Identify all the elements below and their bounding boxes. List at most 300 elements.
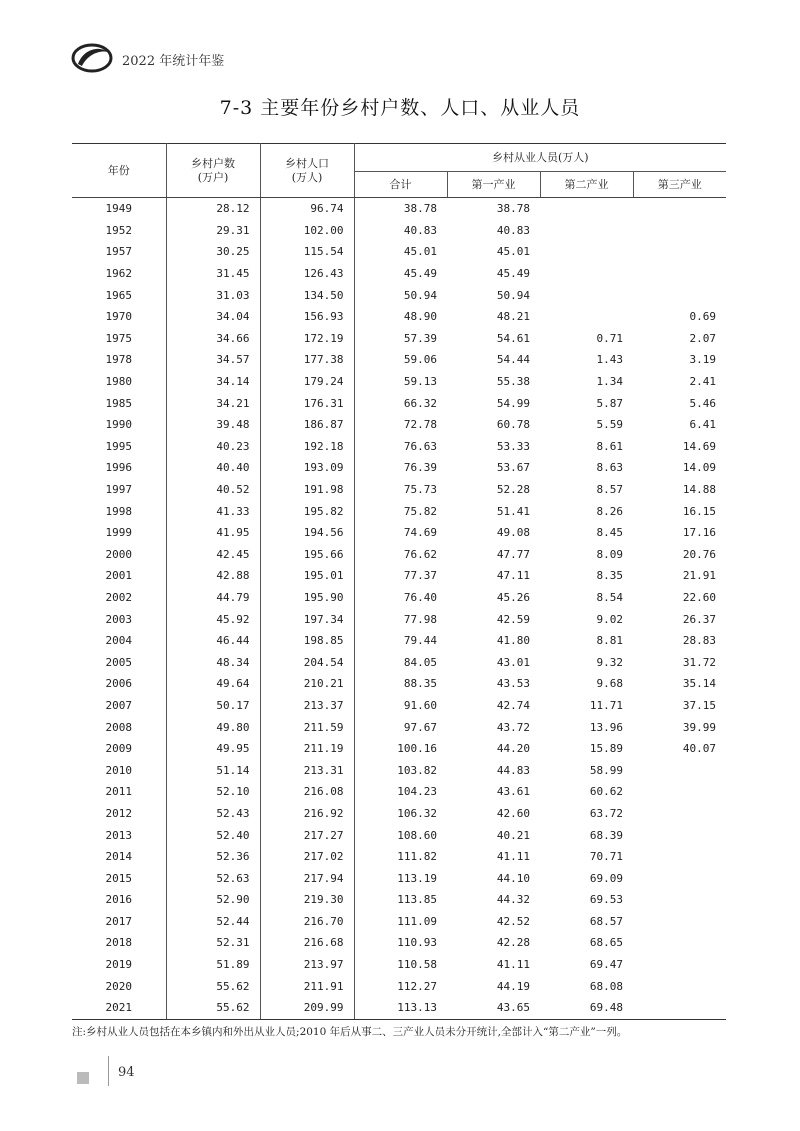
secondary-cell: 9.02 (596, 612, 623, 626)
population-cell: 216.70 (260, 911, 354, 933)
households-cell: 42.45 (166, 544, 260, 566)
table-row (72, 284, 726, 306)
table-row (72, 479, 726, 501)
secondary-cell (540, 198, 633, 220)
primary-cell: 54.44 (496, 353, 530, 367)
tertiary-cell: 35.14 (682, 677, 716, 691)
table-row (72, 781, 726, 803)
total-cell: 88.35 (403, 677, 437, 691)
secondary-cell: 0.71 (596, 331, 623, 345)
total-cell: 113.85 (397, 893, 437, 907)
secondary-cell: 69.47 (589, 958, 623, 972)
population-cell: 156.93 (260, 306, 354, 328)
tertiary-cell (633, 997, 726, 1019)
primary-cell: 52.28 (496, 483, 530, 497)
secondary-cell: 8.45 (596, 526, 623, 540)
secondary-cell: 8.63 (596, 461, 623, 475)
population-cell: 195.82 (260, 500, 354, 522)
secondary-cell: 8.09 (596, 547, 623, 561)
secondary-cell: 13.96 (589, 720, 623, 734)
header-population-unit: (万人) (291, 170, 323, 184)
header-total: 合计 (354, 172, 447, 198)
households-cell: 34.66 (166, 328, 260, 350)
total-cell: 106.32 (397, 806, 437, 820)
secondary-cell: 5.87 (596, 396, 623, 410)
population-cell: 186.87 (260, 414, 354, 436)
households-cell: 52.40 (166, 824, 260, 846)
households-cell: 29.31 (166, 220, 260, 242)
tertiary-cell: 6.41 (689, 418, 716, 432)
header-primary: 第一产业 (447, 172, 540, 198)
year-cell: 2018 (72, 932, 166, 954)
table-row (72, 975, 726, 997)
secondary-cell (540, 306, 633, 328)
total-cell: 100.16 (397, 742, 437, 756)
primary-cell: 48.21 (496, 310, 530, 324)
primary-cell: 38.78 (496, 202, 530, 216)
tertiary-cell (633, 975, 726, 997)
tertiary-cell: 31.72 (682, 655, 716, 669)
secondary-cell: 9.32 (596, 655, 623, 669)
households-cell: 50.17 (166, 695, 260, 717)
total-cell: 103.82 (397, 763, 437, 777)
population-cell: 102.00 (260, 220, 354, 242)
population-cell: 210.21 (260, 673, 354, 695)
population-cell: 192.18 (260, 436, 354, 458)
total-cell: 75.82 (403, 504, 437, 518)
population-cell: 172.19 (260, 328, 354, 350)
tertiary-cell: 37.15 (682, 698, 716, 712)
secondary-cell (540, 220, 633, 242)
year-cell: 1990 (72, 414, 166, 436)
page-number: 94 (118, 1065, 135, 1080)
secondary-cell: 68.08 (589, 979, 623, 993)
tertiary-cell: 16.15 (682, 504, 716, 518)
total-cell: 111.82 (397, 850, 437, 864)
population-cell: 211.19 (260, 738, 354, 760)
total-cell: 59.13 (403, 375, 437, 389)
population-cell: 126.43 (260, 263, 354, 285)
table-row (72, 565, 726, 587)
primary-cell: 47.77 (496, 547, 530, 561)
tertiary-cell: 0.69 (689, 310, 716, 324)
population-cell: 217.02 (260, 846, 354, 868)
header-tertiary: 第三产业 (633, 172, 726, 198)
population-cell: 209.99 (260, 997, 354, 1019)
tertiary-cell (633, 867, 726, 889)
table-row (72, 824, 726, 846)
secondary-cell: 5.59 (596, 418, 623, 432)
secondary-cell: 69.48 (540, 997, 633, 1019)
primary-cell: 45.49 (496, 267, 530, 281)
households-cell: 41.95 (166, 522, 260, 544)
table-row (72, 198, 726, 220)
primary-cell: 60.78 (496, 418, 530, 432)
table-title: 7-3 主要年份乡村户数、人口、从业人员 (219, 97, 581, 119)
table-row (72, 263, 726, 285)
households-cell: 41.33 (166, 500, 260, 522)
population-cell: 204.54 (260, 651, 354, 673)
population-cell: 191.98 (260, 479, 354, 501)
year-cell: 1999 (72, 522, 166, 544)
households-cell: 46.44 (166, 630, 260, 652)
households-cell: 52.31 (166, 932, 260, 954)
header-households (166, 144, 260, 198)
primary-cell: 44.19 (496, 979, 530, 993)
households-cell: 52.10 (166, 781, 260, 803)
primary-cell: 54.99 (496, 396, 530, 410)
table-row (72, 414, 726, 436)
primary-cell: 47.11 (496, 569, 530, 583)
year-cell: 2017 (72, 911, 166, 933)
households-cell: 34.04 (166, 306, 260, 328)
primary-cell: 43.61 (496, 785, 530, 799)
households-cell: 40.23 (166, 436, 260, 458)
total-cell: 97.67 (403, 720, 437, 734)
primary-cell: 43.01 (496, 655, 530, 669)
tertiary-cell (633, 911, 726, 933)
page-footer (72, 1056, 172, 1086)
secondary-cell: 8.54 (596, 590, 623, 604)
table-row (72, 371, 726, 393)
total-cell: 111.09 (397, 914, 437, 928)
total-cell: 50.94 (403, 288, 437, 302)
total-cell: 40.83 (403, 223, 437, 237)
total-cell: 74.69 (403, 526, 437, 540)
population-cell: 193.09 (260, 457, 354, 479)
households-cell: 52.90 (166, 889, 260, 911)
year-cell: 1952 (72, 220, 166, 242)
year-cell: 2012 (72, 803, 166, 825)
households-cell: 48.34 (166, 651, 260, 673)
year-cell: 1978 (72, 349, 166, 371)
secondary-cell: 69.53 (589, 893, 623, 907)
primary-cell: 42.28 (496, 936, 530, 950)
table-row (72, 673, 726, 695)
footer-divider (108, 1056, 109, 1086)
year-cell: 2016 (72, 889, 166, 911)
total-cell: 76.63 (403, 439, 437, 453)
year-cell: 1980 (72, 371, 166, 393)
population-cell: 195.66 (260, 544, 354, 566)
secondary-cell: 68.39 (589, 828, 623, 842)
primary-cell: 44.10 (496, 871, 530, 885)
total-cell: 48.90 (403, 310, 437, 324)
year-cell: 2001 (72, 565, 166, 587)
households-cell: 52.44 (166, 911, 260, 933)
population-cell: 211.59 (260, 716, 354, 738)
secondary-cell: 69.09 (589, 871, 623, 885)
households-cell: 34.21 (166, 392, 260, 414)
year-cell: 2009 (72, 738, 166, 760)
households-cell: 40.52 (166, 479, 260, 501)
year-cell: 2013 (72, 824, 166, 846)
tertiary-cell (633, 759, 726, 781)
yearbook-logo-icon (70, 42, 114, 74)
population-cell: 179.24 (260, 371, 354, 393)
total-cell: 91.60 (403, 698, 437, 712)
population-cell: 217.27 (260, 824, 354, 846)
population-cell: 176.31 (260, 392, 354, 414)
households-cell: 49.64 (166, 673, 260, 695)
table-row (72, 608, 726, 630)
secondary-cell: 1.34 (596, 375, 623, 389)
tertiary-cell: 22.60 (682, 590, 716, 604)
year-cell: 2014 (72, 846, 166, 868)
households-cell: 49.80 (166, 716, 260, 738)
tertiary-cell (633, 824, 726, 846)
primary-cell: 53.67 (496, 461, 530, 475)
year-cell: 1970 (72, 306, 166, 328)
secondary-cell: 9.68 (596, 677, 623, 691)
population-cell: 194.56 (260, 522, 354, 544)
population-cell: 195.90 (260, 587, 354, 609)
population-cell: 96.74 (260, 198, 354, 220)
total-cell: 84.05 (403, 655, 437, 669)
table-row (72, 587, 726, 609)
tertiary-cell: 21.91 (682, 569, 716, 583)
tertiary-cell (633, 803, 726, 825)
table-row (72, 220, 726, 242)
households-cell: 55.62 (166, 997, 260, 1019)
total-cell: 57.39 (403, 331, 437, 345)
page-marker-icon (77, 1072, 89, 1084)
table-row (72, 349, 726, 371)
households-cell: 52.43 (166, 803, 260, 825)
year-cell: 1957 (72, 241, 166, 263)
total-cell: 113.13 (354, 997, 447, 1019)
tertiary-cell (633, 781, 726, 803)
secondary-cell: 11.71 (589, 698, 623, 712)
households-cell: 44.79 (166, 587, 260, 609)
year-cell: 1965 (72, 284, 166, 306)
tertiary-cell: 5.46 (689, 396, 716, 410)
header-households-label: 乡村户数 (191, 156, 235, 170)
table-row (72, 306, 726, 328)
secondary-cell: 58.99 (589, 763, 623, 777)
tertiary-cell: 20.76 (682, 547, 716, 561)
total-cell: 75.73 (403, 483, 437, 497)
population-cell: 216.68 (260, 932, 354, 954)
table-row (72, 695, 726, 717)
secondary-cell: 8.35 (596, 569, 623, 583)
primary-cell: 45.26 (496, 590, 530, 604)
table-row (72, 932, 726, 954)
primary-cell: 43.72 (496, 720, 530, 734)
total-cell: 113.19 (397, 871, 437, 885)
primary-cell: 41.11 (496, 850, 530, 864)
tertiary-cell: 26.37 (682, 612, 716, 626)
table-row (72, 436, 726, 458)
total-cell: 76.40 (403, 590, 437, 604)
table-row (72, 716, 726, 738)
primary-cell: 42.52 (496, 914, 530, 928)
total-cell: 112.27 (397, 979, 437, 993)
tertiary-cell (633, 889, 726, 911)
total-cell: 110.58 (397, 958, 437, 972)
year-cell: 2005 (72, 651, 166, 673)
total-cell: 110.93 (397, 936, 437, 950)
primary-cell: 53.33 (496, 439, 530, 453)
year-cell: 2004 (72, 630, 166, 652)
population-cell: 134.50 (260, 284, 354, 306)
secondary-cell (540, 263, 633, 285)
year-cell: 1996 (72, 457, 166, 479)
households-cell: 34.14 (166, 371, 260, 393)
population-cell: 219.30 (260, 889, 354, 911)
population-cell: 195.01 (260, 565, 354, 587)
secondary-cell: 8.81 (596, 634, 623, 648)
tertiary-cell: 39.99 (682, 720, 716, 734)
total-cell: 66.32 (403, 396, 437, 410)
secondary-cell: 68.65 (589, 936, 623, 950)
households-cell: 45.92 (166, 608, 260, 630)
primary-cell: 44.20 (496, 742, 530, 756)
primary-cell: 43.65 (447, 997, 540, 1019)
total-cell: 59.06 (403, 353, 437, 367)
tertiary-cell: 40.07 (682, 742, 716, 756)
households-cell: 30.25 (166, 241, 260, 263)
table-row (72, 328, 726, 350)
year-cell: 2006 (72, 673, 166, 695)
year-cell: 2021 (72, 997, 166, 1019)
population-cell: 213.97 (260, 954, 354, 976)
table-row (72, 954, 726, 976)
tertiary-cell: 17.16 (682, 526, 716, 540)
table-row (72, 630, 726, 652)
year-cell: 1949 (72, 198, 166, 220)
total-cell: 79.44 (403, 634, 437, 648)
year-cell: 2011 (72, 781, 166, 803)
tertiary-cell: 14.88 (682, 483, 716, 497)
tertiary-cell: 28.83 (682, 634, 716, 648)
secondary-cell: 63.72 (589, 806, 623, 820)
primary-cell: 41.11 (496, 958, 530, 972)
header-year: 年份 (72, 144, 166, 198)
table-row (72, 522, 726, 544)
year-cell: 2000 (72, 544, 166, 566)
total-cell: 77.37 (403, 569, 437, 583)
table-row (72, 803, 726, 825)
households-cell: 51.14 (166, 759, 260, 781)
households-cell: 42.88 (166, 565, 260, 587)
primary-cell: 51.41 (496, 504, 530, 518)
secondary-cell: 1.43 (596, 353, 623, 367)
total-cell: 104.23 (397, 785, 437, 799)
population-cell: 216.08 (260, 781, 354, 803)
primary-cell: 44.32 (496, 893, 530, 907)
year-cell: 1975 (72, 328, 166, 350)
table-row (72, 544, 726, 566)
total-cell: 108.60 (397, 828, 437, 842)
table-row (72, 738, 726, 760)
tertiary-cell (633, 220, 726, 242)
year-cell: 2007 (72, 695, 166, 717)
population-cell: 115.54 (260, 241, 354, 263)
table-body (72, 198, 726, 1020)
tertiary-cell: 14.69 (682, 439, 716, 453)
primary-cell: 55.38 (496, 375, 530, 389)
year-cell: 2010 (72, 759, 166, 781)
tertiary-cell (633, 241, 726, 263)
primary-cell: 40.21 (496, 828, 530, 842)
households-cell: 31.45 (166, 263, 260, 285)
primary-cell: 42.74 (496, 698, 530, 712)
table-row (72, 911, 726, 933)
year-cell: 1985 (72, 392, 166, 414)
tertiary-cell (633, 932, 726, 954)
tertiary-cell: 14.09 (682, 461, 716, 475)
year-cell: 2002 (72, 587, 166, 609)
primary-cell: 45.01 (496, 245, 530, 259)
year-cell: 2008 (72, 716, 166, 738)
year-cell: 2015 (72, 867, 166, 889)
tertiary-cell (633, 954, 726, 976)
tertiary-cell: 3.19 (689, 353, 716, 367)
primary-cell: 44.83 (496, 763, 530, 777)
primary-cell: 40.83 (496, 223, 530, 237)
households-cell: 31.03 (166, 284, 260, 306)
households-cell: 51.89 (166, 954, 260, 976)
secondary-cell (540, 241, 633, 263)
total-cell: 72.78 (403, 418, 437, 432)
total-cell: 45.49 (403, 267, 437, 281)
header-population (260, 144, 354, 198)
secondary-cell: 60.62 (589, 785, 623, 799)
year-cell: 1997 (72, 479, 166, 501)
header-employed-group: 乡村从业人员(万人) (354, 144, 726, 172)
table-row (72, 651, 726, 673)
table-row (72, 392, 726, 414)
header-secondary: 第二产业 (540, 172, 633, 198)
population-cell: 198.85 (260, 630, 354, 652)
primary-cell: 54.61 (496, 331, 530, 345)
population-cell: 217.94 (260, 867, 354, 889)
tertiary-cell (633, 846, 726, 868)
table-row (72, 889, 726, 911)
total-cell: 77.98 (403, 612, 437, 626)
year-cell: 1962 (72, 263, 166, 285)
tertiary-cell (633, 263, 726, 285)
rural-statistics-table (72, 143, 726, 1020)
year-cell: 2003 (72, 608, 166, 630)
primary-cell: 42.60 (496, 806, 530, 820)
table-row (72, 500, 726, 522)
primary-cell: 50.94 (496, 288, 530, 302)
year-cell: 2019 (72, 954, 166, 976)
tertiary-cell (633, 284, 726, 306)
table-row (72, 457, 726, 479)
table-row (72, 867, 726, 889)
secondary-cell: 15.89 (589, 742, 623, 756)
total-cell: 76.39 (403, 461, 437, 475)
households-cell: 34.57 (166, 349, 260, 371)
secondary-cell: 8.61 (596, 439, 623, 453)
secondary-cell: 70.71 (589, 850, 623, 864)
table-row (72, 846, 726, 868)
primary-cell: 43.53 (496, 677, 530, 691)
header-households-unit: (万户) (197, 170, 229, 184)
table-row (72, 759, 726, 781)
tertiary-cell: 2.07 (689, 331, 716, 345)
primary-cell: 49.08 (496, 526, 530, 540)
table-row (72, 997, 726, 1019)
households-cell: 28.12 (166, 198, 260, 220)
year-cell: 1998 (72, 500, 166, 522)
year-cell: 1995 (72, 436, 166, 458)
secondary-cell (540, 284, 633, 306)
households-cell: 52.36 (166, 846, 260, 868)
